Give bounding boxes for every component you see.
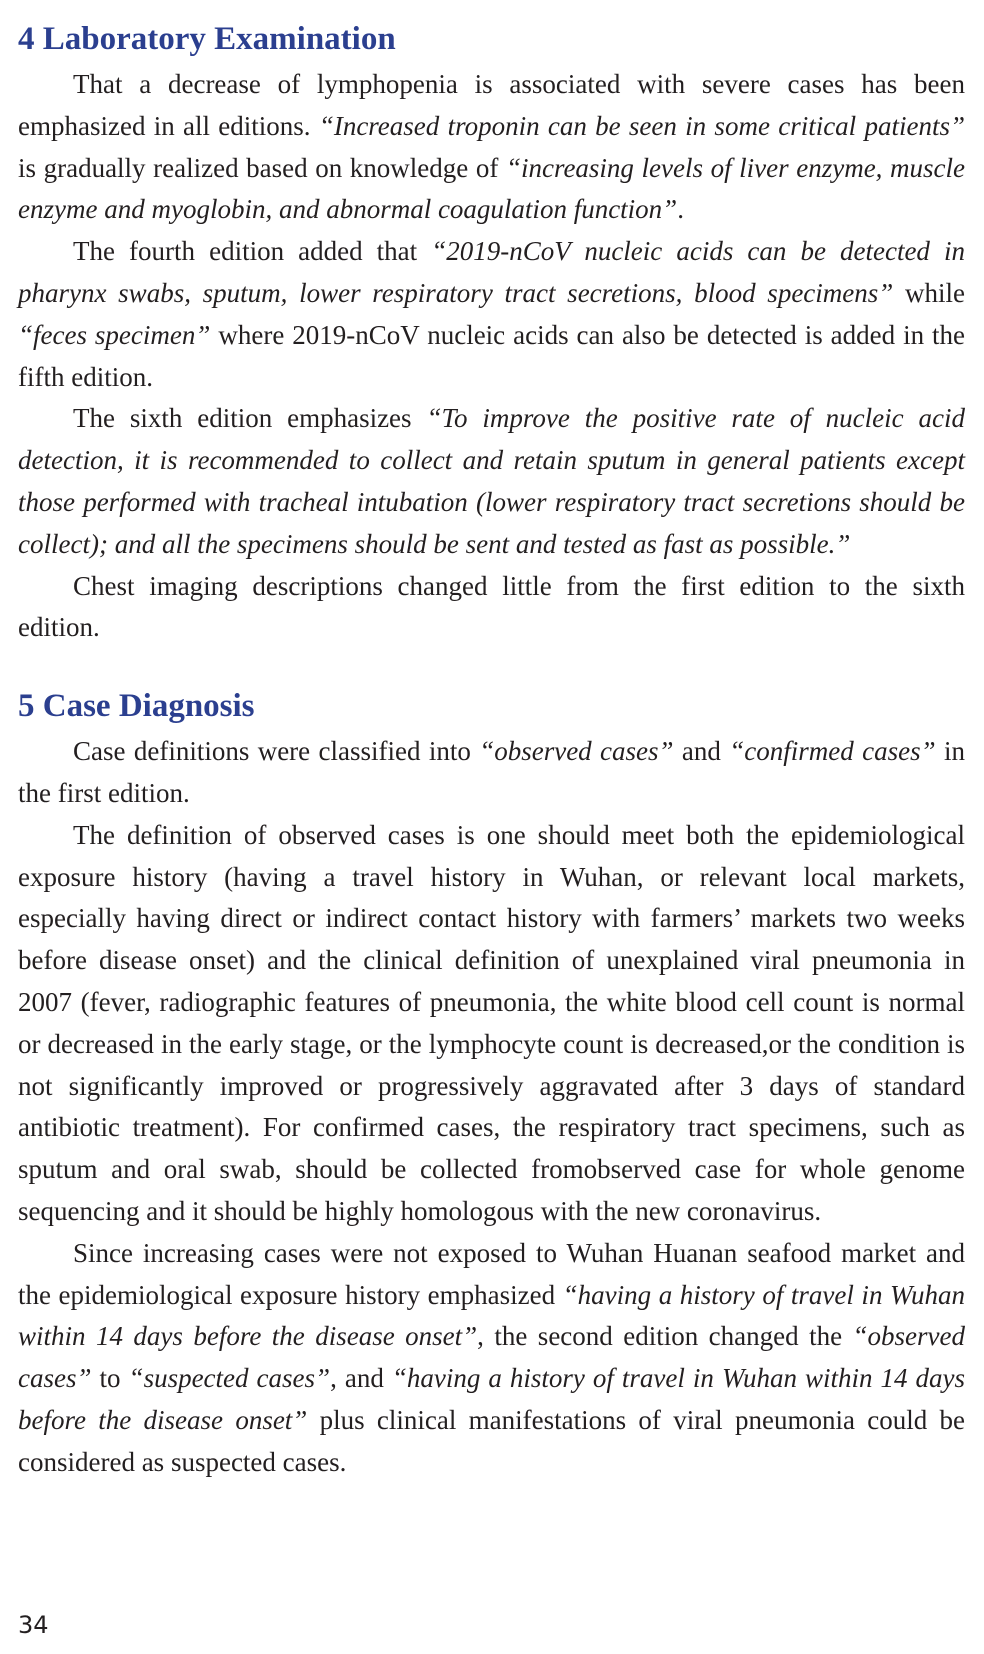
section-case-diagnosis: [18, 681, 965, 1483]
text-run: The definition of observed cases is one should meet both the epidemiological exposure history (having a travel history in Wuhan, or relevant local markets, especially having direct or indirect contact history with farmers’ markets two weeks before disease onset) and the clinical definition of unexplained viral pneumonia in 2007 (fever, radiographic features of pneumonia, the white blood cell count is normal or decreased in the early stage, or the lymphocyte count is decreased,or the condition is not significantly improved or progressively aggravated after 3 days of standard antibiotic treatment). For confirmed cases, the respiratory tract specimens, such as sputum and oral swab, should be collected fromobserved case for whole genome sequencing and it should be highly homologous with the new coronavirus.: [18, 819, 965, 1226]
text-run: is gradually realized based on knowledge of: [18, 152, 506, 183]
text-run: .: [677, 194, 684, 225]
italic-quote: “To improve the positive rate of nucleic acid detection, it is recommended to collect and retain sputum in general patients except those performed with tracheal intubation (lower respiratory tract secretions should be collect); and all the specimens should be sent and tested as fast as possible.”: [18, 403, 965, 559]
italic-quote: “observed cases”: [18, 1321, 965, 1394]
text-run: , the second edition changed the: [477, 1321, 853, 1352]
paragraph: [18, 231, 965, 398]
italic-quote: “having a history of travel in Wuhan within 14 days before the disease onset”: [18, 1279, 965, 1352]
text-run: The sixth edition emphasizes: [73, 403, 427, 434]
page-content: [18, 14, 965, 1484]
text-run: and: [673, 736, 730, 767]
paragraph: [18, 566, 965, 650]
text-run: , and: [330, 1363, 392, 1394]
text-run: where 2019-nCoV nucleic acids can also be detected is added in the fifth edition.: [18, 319, 966, 392]
section-laboratory-examination: [18, 14, 965, 649]
text-run: Since increasing cases were not exposed to Wuhan Huanan seafood market and the epidemiological exposure history emphasized: [18, 1237, 965, 1310]
italic-quote: “Increased troponin can be seen in some critical patients”: [318, 110, 965, 141]
paragraph: [18, 1233, 965, 1484]
paragraph: [18, 815, 965, 1233]
text-run: plus clinical manifestations of viral pneumonia could be considered as suspected cases.: [18, 1404, 965, 1477]
text-run: Case definitions were classified into: [73, 736, 480, 767]
italic-quote: “2019-nCoV nucleic acids can be detected in pharynx swabs, sputum, lower respiratory tract secretions, blood specimens”: [18, 236, 965, 308]
section-heading: 5 Case Diagnosis: [18, 688, 255, 725]
italic-quote: “observed cases”: [479, 736, 674, 767]
text-run: in the first edition.: [18, 736, 965, 808]
paragraph: [18, 398, 965, 565]
text-run: The fourth edition added that: [73, 236, 432, 267]
text-run: Chest imaging descriptions changed little from the first edition to the sixth edition.: [18, 570, 965, 643]
italic-quote: “confirmed cases”: [729, 736, 936, 767]
italic-quote: “suspected cases”: [128, 1363, 331, 1394]
italic-quote: “increasing levels of liver enzyme, muscle enzyme and myoglobin, and abnormal coagulation function”: [18, 152, 965, 225]
text-run: That a decrease of lymphopenia is associated with severe cases has been emphasized in all editions.: [18, 69, 965, 141]
italic-quote: “having a history of travel in Wuhan within 14 days before the disease onset”: [18, 1363, 966, 1435]
paragraph: [18, 64, 965, 231]
section-heading: 4 Laboratory Examination: [18, 21, 396, 57]
italic-quote: “feces specimen”: [18, 319, 211, 350]
page-number: 34: [18, 1611, 49, 1639]
text-run: to: [91, 1363, 129, 1394]
text-run: while: [893, 277, 965, 308]
paragraph: [18, 731, 965, 815]
